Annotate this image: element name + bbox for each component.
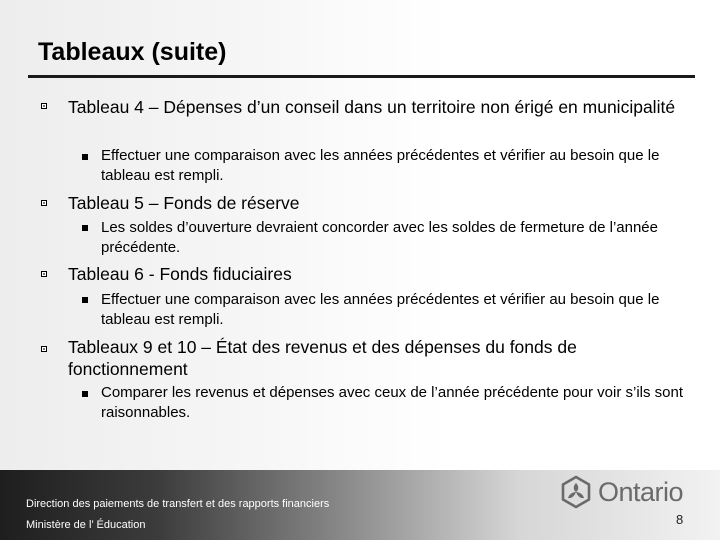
bullet-icon [41, 103, 47, 109]
bullet-item-1: Tableau 4 – Dépenses d’un conseil dans un territoire non érigé en municipalité [68, 97, 676, 117]
footer-ministry: Ministère de l’ Éducation [26, 519, 146, 531]
bullet-item-3: Tableau 6 - Fonds fiduciaires [68, 264, 292, 284]
sub-bullet-item-3: Effectuer une comparaison avec les années précédentes et vérifier au besoin que le tableau est rempli. [101, 291, 660, 328]
sub-bullet-item-4: Comparer les revenus et dépenses avec ceux de l’année précédente pour voir s’ils sont raisonnables. [101, 384, 683, 421]
sub-bullet-icon [82, 391, 88, 397]
sub-bullet-icon [82, 154, 88, 160]
sub-bullet-icon [82, 225, 88, 231]
ontario-logo-text: Ontario [598, 477, 684, 507]
bullet-icon [41, 346, 47, 352]
sub-bullet-item-2: Les soldes d’ouverture devraient concorder avec les soldes de fermeture de l’année précédente. [101, 219, 658, 256]
page-number: 8 [676, 512, 684, 527]
title-rule [28, 75, 695, 78]
sub-bullet-icon [82, 297, 88, 303]
bullet-icon [41, 200, 47, 206]
slide-title: Tableaux (suite) [38, 38, 227, 66]
ontario-trillium-icon [558, 474, 594, 510]
footer-department: Direction des paiements de transfert et des rapports financiers [26, 498, 330, 510]
bullet-icon [41, 271, 47, 277]
bullet-item-2: Tableau 5 – Fonds de réserve [68, 193, 300, 213]
bullet-item-4: Tableaux 9 et 10 – État des revenus et des dépenses du fonds de fonctionnement [68, 337, 577, 379]
sub-bullet-item-1: Effectuer une comparaison avec les années précédentes et vérifier au besoin que le tableau est rempli. [101, 147, 660, 184]
